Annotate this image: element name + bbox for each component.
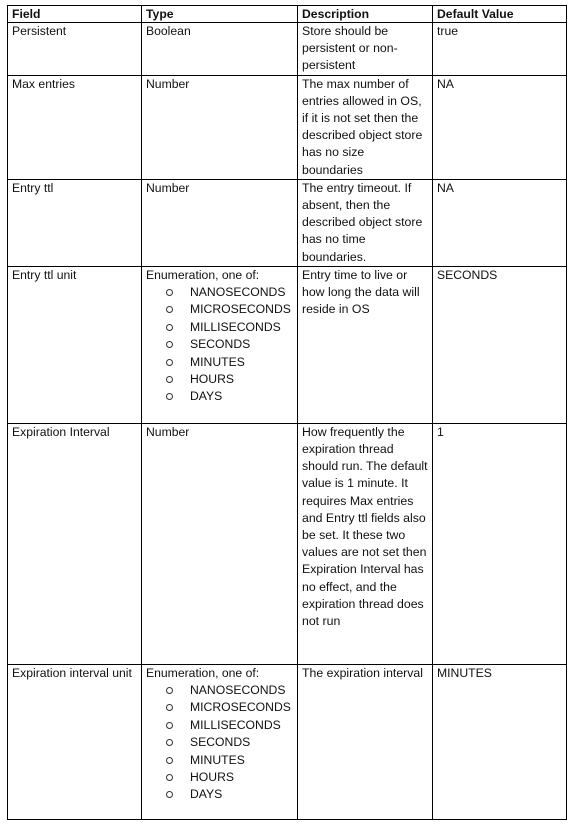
enum-option <box>166 301 293 318</box>
enum-option <box>166 319 293 336</box>
type-label: Enumeration, one of: <box>146 665 260 680</box>
field-cell: Entry ttl <box>8 179 142 266</box>
default-cell: SECONDS <box>433 266 567 423</box>
field-cell: Expiration interval unit <box>8 664 142 819</box>
enum-option-label: HOURS <box>190 372 235 386</box>
table-row <box>8 266 567 423</box>
enum-option <box>166 371 293 388</box>
table-row <box>8 75 567 179</box>
enum-option <box>166 769 293 786</box>
description-cell: The expiration interval <box>298 664 433 819</box>
circle-bullet-icon <box>166 289 173 296</box>
enum-option <box>166 388 293 405</box>
enum-option-label: MICROSECONDS <box>190 302 291 317</box>
circle-bullet-icon <box>166 341 173 348</box>
circle-bullet-icon <box>166 739 173 746</box>
enum-option-label: MINUTES <box>190 354 245 369</box>
enum-option-label: NANOSECONDS <box>190 285 286 300</box>
enum-option-label: HOURS <box>190 770 235 784</box>
enum-option-label: MILLISECONDS <box>190 717 281 732</box>
type-cell: Number <box>142 423 298 664</box>
description-cell: Entry time to live or how long the data will reside in OS <box>298 266 433 423</box>
default-cell: MINUTES <box>433 664 567 819</box>
circle-bullet-icon <box>166 704 173 711</box>
table-row <box>8 179 567 266</box>
type-cell: Number <box>142 179 298 266</box>
circle-bullet-icon <box>166 774 173 781</box>
description-cell: Store should be persistent or non-persistent <box>298 23 433 76</box>
enum-options-list <box>146 284 293 406</box>
default-cell: true <box>433 23 567 76</box>
circle-bullet-icon <box>166 306 173 313</box>
enum-option <box>166 682 293 699</box>
enum-option <box>166 284 293 301</box>
circle-bullet-icon <box>166 791 173 798</box>
field-spec-table <box>7 5 567 820</box>
enum-option-label: MICROSECONDS <box>190 700 291 715</box>
enum-option <box>166 734 293 751</box>
enum-option <box>166 717 293 734</box>
table-row <box>8 423 567 664</box>
enum-option-label: DAYS <box>190 787 223 802</box>
header-default-value: Default Value <box>433 6 567 23</box>
field-cell: Expiration Interval <box>8 423 142 664</box>
type-cell: Boolean <box>142 23 298 76</box>
default-cell: NA <box>433 179 567 266</box>
header-description: Description <box>298 6 433 23</box>
type-cell: Number <box>142 75 298 179</box>
table-row <box>8 664 567 819</box>
header-type: Type <box>142 6 298 23</box>
description-cell: The entry timeout. If absent, then the described object store has no time boundaries. <box>298 179 433 266</box>
type-label: Enumeration, one of: <box>146 267 260 282</box>
description-cell: The max number of entries allowed in OS, if it is not set then the described object store has no size boundaries <box>298 75 433 179</box>
enum-option <box>166 786 293 803</box>
type-cell <box>142 664 298 819</box>
circle-bullet-icon <box>166 687 173 694</box>
enum-option <box>166 336 293 353</box>
circle-bullet-icon <box>166 376 173 383</box>
circle-bullet-icon <box>166 359 173 366</box>
enum-option-label: NANOSECONDS <box>190 683 286 698</box>
circle-bullet-icon <box>166 757 173 764</box>
enum-option <box>166 752 293 769</box>
enum-option <box>166 699 293 716</box>
enum-option-label: SECONDS <box>190 735 251 750</box>
enum-option-label: SECONDS <box>190 337 251 352</box>
enum-option <box>166 354 293 371</box>
enum-option-label: DAYS <box>190 389 223 404</box>
field-cell: Persistent <box>8 23 142 76</box>
default-cell: NA <box>433 75 567 179</box>
circle-bullet-icon <box>166 324 173 331</box>
circle-bullet-icon <box>166 722 173 729</box>
default-cell: 1 <box>433 423 567 664</box>
description-cell: How frequently the expiration thread should run. The default value is 1 minute. It requires Max entries and Entry ttl fields also be set. It these two values are not set then Expiration Interval has no effect, and the expiration thread does not run <box>298 423 433 664</box>
field-cell: Entry ttl unit <box>8 266 142 423</box>
circle-bullet-icon <box>166 393 173 400</box>
enum-option-label: MILLISECONDS <box>190 319 281 334</box>
enum-options-list <box>146 682 293 804</box>
enum-option-label: MINUTES <box>190 752 245 767</box>
field-cell: Max entries <box>8 75 142 179</box>
header-field: Field <box>8 6 142 23</box>
type-cell <box>142 266 298 423</box>
table-header-row <box>8 6 567 23</box>
table-row <box>8 23 567 76</box>
